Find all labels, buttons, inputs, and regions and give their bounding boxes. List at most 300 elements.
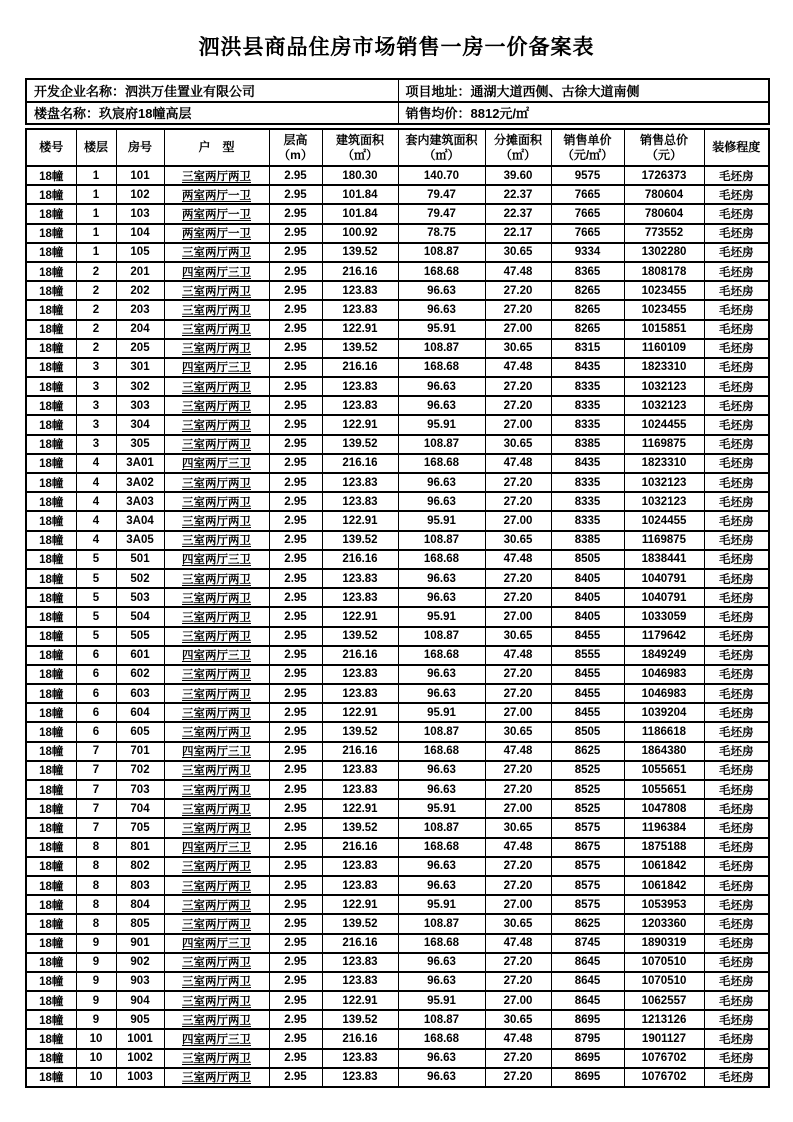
cell-gross-area: 123.83 bbox=[322, 1049, 398, 1068]
cell-total-price: 1849249 bbox=[624, 646, 704, 665]
cell-shared-area: 27.20 bbox=[485, 492, 551, 511]
cell-room-no: 902 bbox=[116, 953, 164, 972]
cell-total-price: 1186618 bbox=[624, 722, 704, 741]
table-row bbox=[26, 607, 769, 626]
column-header-building-no: 楼号 bbox=[26, 129, 76, 166]
cell-inner-area: 96.63 bbox=[398, 876, 485, 895]
cell-unit-type: 四室两厅三卫 bbox=[164, 550, 269, 569]
cell-floor: 1 bbox=[76, 224, 116, 243]
cell-decoration: 毛坯房 bbox=[704, 857, 769, 876]
cell-total-price: 1823310 bbox=[624, 358, 704, 377]
cell-decoration: 毛坯房 bbox=[704, 665, 769, 684]
cell-unit-type: 三室两厅两卫 bbox=[164, 703, 269, 722]
cell-inner-area: 96.63 bbox=[398, 857, 485, 876]
cell-inner-area: 96.63 bbox=[398, 1068, 485, 1087]
cell-inner-area: 168.68 bbox=[398, 550, 485, 569]
cell-shared-area: 27.00 bbox=[485, 991, 551, 1010]
cell-floor: 3 bbox=[76, 396, 116, 415]
table-row bbox=[26, 511, 769, 530]
cell-total-price: 1070510 bbox=[624, 953, 704, 972]
table-row bbox=[26, 1010, 769, 1029]
cell-storey-height: 2.95 bbox=[269, 703, 322, 722]
table-row bbox=[26, 665, 769, 684]
cell-inner-area: 96.63 bbox=[398, 492, 485, 511]
cell-floor: 9 bbox=[76, 1010, 116, 1029]
cell-room-no: 505 bbox=[116, 627, 164, 646]
cell-unit-type: 四室两厅三卫 bbox=[164, 742, 269, 761]
cell-shared-area: 47.48 bbox=[485, 646, 551, 665]
cell-inner-area: 96.63 bbox=[398, 473, 485, 492]
cell-building-no: 18幢 bbox=[26, 799, 76, 818]
cell-storey-height: 2.95 bbox=[269, 435, 322, 454]
cell-room-no: 301 bbox=[116, 358, 164, 377]
cell-gross-area: 216.16 bbox=[322, 934, 398, 953]
cell-storey-height: 2.95 bbox=[269, 799, 322, 818]
cell-storey-height: 2.95 bbox=[269, 224, 322, 243]
cell-gross-area: 123.83 bbox=[322, 396, 398, 415]
cell-total-price: 1055651 bbox=[624, 780, 704, 799]
cell-unit-type: 两室两厅一卫 bbox=[164, 204, 269, 223]
column-header-storey-height: 层高 （m） bbox=[269, 129, 322, 166]
table-row bbox=[26, 895, 769, 914]
cell-decoration: 毛坯房 bbox=[704, 627, 769, 646]
cell-shared-area: 27.00 bbox=[485, 895, 551, 914]
table-row bbox=[26, 761, 769, 780]
cell-decoration: 毛坯房 bbox=[704, 358, 769, 377]
cell-room-no: 104 bbox=[116, 224, 164, 243]
cell-unit-price: 8265 bbox=[551, 300, 624, 319]
cell-floor: 8 bbox=[76, 876, 116, 895]
cell-building-no: 18幢 bbox=[26, 377, 76, 396]
cell-room-no: 803 bbox=[116, 876, 164, 895]
cell-unit-price: 8455 bbox=[551, 684, 624, 703]
cell-unit-price: 7665 bbox=[551, 224, 624, 243]
cell-unit-type: 三室两厅两卫 bbox=[164, 377, 269, 396]
cell-total-price: 1024455 bbox=[624, 415, 704, 434]
cell-gross-area: 216.16 bbox=[322, 1029, 398, 1048]
cell-total-price: 1062557 bbox=[624, 991, 704, 1010]
cell-unit-type: 三室两厅两卫 bbox=[164, 166, 269, 185]
cell-decoration: 毛坯房 bbox=[704, 511, 769, 530]
cell-storey-height: 2.95 bbox=[269, 684, 322, 703]
cell-total-price: 1875188 bbox=[624, 838, 704, 857]
cell-shared-area: 30.65 bbox=[485, 339, 551, 358]
cell-shared-area: 27.20 bbox=[485, 300, 551, 319]
cell-unit-price: 8675 bbox=[551, 838, 624, 857]
cell-storey-height: 2.95 bbox=[269, 838, 322, 857]
table-row bbox=[26, 991, 769, 1010]
cell-building-no: 18幢 bbox=[26, 627, 76, 646]
cell-floor: 9 bbox=[76, 934, 116, 953]
cell-gross-area: 139.52 bbox=[322, 818, 398, 837]
cell-decoration: 毛坯房 bbox=[704, 818, 769, 837]
cell-room-no: 302 bbox=[116, 377, 164, 396]
cell-storey-height: 2.95 bbox=[269, 742, 322, 761]
cell-building-no: 18幢 bbox=[26, 511, 76, 530]
cell-room-no: 101 bbox=[116, 166, 164, 185]
cell-inner-area: 95.91 bbox=[398, 799, 485, 818]
cell-floor: 1 bbox=[76, 185, 116, 204]
cell-total-price: 1040791 bbox=[624, 588, 704, 607]
cell-inner-area: 96.63 bbox=[398, 761, 485, 780]
header-row bbox=[26, 129, 769, 166]
cell-inner-area: 96.63 bbox=[398, 665, 485, 684]
cell-building-no: 18幢 bbox=[26, 818, 76, 837]
cell-unit-type: 三室两厅两卫 bbox=[164, 243, 269, 262]
cell-total-price: 1047808 bbox=[624, 799, 704, 818]
table-body bbox=[26, 166, 769, 1087]
cell-unit-price: 8405 bbox=[551, 607, 624, 626]
cell-decoration: 毛坯房 bbox=[704, 531, 769, 550]
cell-storey-height: 2.95 bbox=[269, 953, 322, 972]
cell-total-price: 1015851 bbox=[624, 320, 704, 339]
cell-shared-area: 30.65 bbox=[485, 627, 551, 646]
cell-decoration: 毛坯房 bbox=[704, 895, 769, 914]
cell-decoration: 毛坯房 bbox=[704, 262, 769, 281]
cell-unit-price: 7665 bbox=[551, 204, 624, 223]
cell-room-no: 205 bbox=[116, 339, 164, 358]
cell-total-price: 1055651 bbox=[624, 761, 704, 780]
cell-shared-area: 27.20 bbox=[485, 761, 551, 780]
cell-inner-area: 96.63 bbox=[398, 780, 485, 799]
cell-inner-area: 168.68 bbox=[398, 262, 485, 281]
cell-building-no: 18幢 bbox=[26, 243, 76, 262]
table-row bbox=[26, 646, 769, 665]
cell-decoration: 毛坯房 bbox=[704, 972, 769, 991]
cell-unit-price: 8625 bbox=[551, 742, 624, 761]
cell-decoration: 毛坯房 bbox=[704, 243, 769, 262]
table-row bbox=[26, 588, 769, 607]
cell-decoration: 毛坯房 bbox=[704, 224, 769, 243]
table-row bbox=[26, 972, 769, 991]
cell-shared-area: 30.65 bbox=[485, 435, 551, 454]
cell-storey-height: 2.95 bbox=[269, 627, 322, 646]
cell-unit-price: 8555 bbox=[551, 646, 624, 665]
cell-building-no: 18幢 bbox=[26, 454, 76, 473]
cell-unit-type: 三室两厅两卫 bbox=[164, 339, 269, 358]
cell-unit-price: 8645 bbox=[551, 991, 624, 1010]
cell-gross-area: 216.16 bbox=[322, 454, 398, 473]
table-row bbox=[26, 320, 769, 339]
cell-total-price: 1808178 bbox=[624, 262, 704, 281]
table-row bbox=[26, 799, 769, 818]
cell-unit-price: 8405 bbox=[551, 569, 624, 588]
table-row bbox=[26, 396, 769, 415]
cell-unit-price: 8315 bbox=[551, 339, 624, 358]
cell-gross-area: 123.83 bbox=[322, 300, 398, 319]
cell-floor: 6 bbox=[76, 646, 116, 665]
table-row bbox=[26, 224, 769, 243]
cell-gross-area: 123.83 bbox=[322, 665, 398, 684]
cell-gross-area: 139.52 bbox=[322, 435, 398, 454]
cell-gross-area: 100.92 bbox=[322, 224, 398, 243]
cell-shared-area: 30.65 bbox=[485, 722, 551, 741]
cell-room-no: 3A01 bbox=[116, 454, 164, 473]
cell-floor: 9 bbox=[76, 972, 116, 991]
cell-room-no: 903 bbox=[116, 972, 164, 991]
table-row bbox=[26, 377, 769, 396]
cell-unit-price: 8745 bbox=[551, 934, 624, 953]
building-name: 楼盘名称：玖宸府18幢高层 bbox=[26, 102, 398, 125]
cell-decoration: 毛坯房 bbox=[704, 492, 769, 511]
cell-total-price: 780604 bbox=[624, 185, 704, 204]
cell-storey-height: 2.95 bbox=[269, 1010, 322, 1029]
cell-inner-area: 168.68 bbox=[398, 646, 485, 665]
cell-unit-type: 四室两厅三卫 bbox=[164, 838, 269, 857]
cell-inner-area: 95.91 bbox=[398, 415, 485, 434]
cell-unit-price: 8385 bbox=[551, 531, 624, 550]
price-listing-table bbox=[25, 128, 770, 1088]
cell-unit-price: 8695 bbox=[551, 1049, 624, 1068]
cell-building-no: 18幢 bbox=[26, 166, 76, 185]
cell-room-no: 605 bbox=[116, 722, 164, 741]
cell-total-price: 1023455 bbox=[624, 281, 704, 300]
cell-building-no: 18幢 bbox=[26, 550, 76, 569]
cell-unit-price: 9575 bbox=[551, 166, 624, 185]
cell-gross-area: 216.16 bbox=[322, 646, 398, 665]
cell-unit-type: 三室两厅两卫 bbox=[164, 953, 269, 972]
cell-inner-area: 168.68 bbox=[398, 838, 485, 857]
cell-unit-price: 8645 bbox=[551, 953, 624, 972]
cell-building-no: 18幢 bbox=[26, 473, 76, 492]
cell-gross-area: 123.83 bbox=[322, 588, 398, 607]
cell-room-no: 3A05 bbox=[116, 531, 164, 550]
cell-floor: 6 bbox=[76, 722, 116, 741]
cell-storey-height: 2.95 bbox=[269, 262, 322, 281]
table-row bbox=[26, 684, 769, 703]
column-header-shared-area: 分摊面积 （㎡） bbox=[485, 129, 551, 166]
cell-unit-price: 8435 bbox=[551, 358, 624, 377]
cell-building-no: 18幢 bbox=[26, 1049, 76, 1068]
cell-floor: 7 bbox=[76, 780, 116, 799]
cell-storey-height: 2.95 bbox=[269, 415, 322, 434]
cell-room-no: 103 bbox=[116, 204, 164, 223]
cell-shared-area: 27.00 bbox=[485, 607, 551, 626]
cell-shared-area: 47.48 bbox=[485, 742, 551, 761]
cell-storey-height: 2.95 bbox=[269, 358, 322, 377]
cell-total-price: 1864380 bbox=[624, 742, 704, 761]
cell-unit-price: 9334 bbox=[551, 243, 624, 262]
cell-inner-area: 168.68 bbox=[398, 454, 485, 473]
cell-storey-height: 2.95 bbox=[269, 320, 322, 339]
cell-building-no: 18幢 bbox=[26, 761, 76, 780]
cell-storey-height: 2.95 bbox=[269, 166, 322, 185]
cell-inner-area: 96.63 bbox=[398, 1049, 485, 1068]
cell-inner-area: 95.91 bbox=[398, 511, 485, 530]
cell-floor: 4 bbox=[76, 511, 116, 530]
cell-gross-area: 101.84 bbox=[322, 204, 398, 223]
cell-floor: 2 bbox=[76, 339, 116, 358]
cell-total-price: 780604 bbox=[624, 204, 704, 223]
cell-floor: 3 bbox=[76, 358, 116, 377]
cell-room-no: 502 bbox=[116, 569, 164, 588]
cell-unit-type: 四室两厅三卫 bbox=[164, 358, 269, 377]
table-row bbox=[26, 1068, 769, 1087]
table-row bbox=[26, 1049, 769, 1068]
cell-inner-area: 108.87 bbox=[398, 243, 485, 262]
cell-unit-type: 四室两厅三卫 bbox=[164, 934, 269, 953]
cell-building-no: 18幢 bbox=[26, 838, 76, 857]
cell-room-no: 704 bbox=[116, 799, 164, 818]
cell-storey-height: 2.95 bbox=[269, 588, 322, 607]
cell-room-no: 503 bbox=[116, 588, 164, 607]
cell-total-price: 1032123 bbox=[624, 492, 704, 511]
cell-building-no: 18幢 bbox=[26, 895, 76, 914]
cell-storey-height: 2.95 bbox=[269, 339, 322, 358]
cell-shared-area: 47.48 bbox=[485, 934, 551, 953]
cell-inner-area: 108.87 bbox=[398, 722, 485, 741]
cell-unit-price: 8365 bbox=[551, 262, 624, 281]
cell-floor: 8 bbox=[76, 895, 116, 914]
cell-total-price: 1046983 bbox=[624, 684, 704, 703]
cell-storey-height: 2.95 bbox=[269, 876, 322, 895]
cell-unit-type: 四室两厅三卫 bbox=[164, 1029, 269, 1048]
cell-total-price: 1032123 bbox=[624, 473, 704, 492]
cell-storey-height: 2.95 bbox=[269, 646, 322, 665]
cell-floor: 3 bbox=[76, 415, 116, 434]
cell-building-no: 18幢 bbox=[26, 722, 76, 741]
cell-shared-area: 22.17 bbox=[485, 224, 551, 243]
cell-room-no: 904 bbox=[116, 991, 164, 1010]
table-row bbox=[26, 185, 769, 204]
cell-decoration: 毛坯房 bbox=[704, 569, 769, 588]
cell-unit-type: 三室两厅两卫 bbox=[164, 1010, 269, 1029]
cell-unit-type: 三室两厅两卫 bbox=[164, 876, 269, 895]
cell-inner-area: 140.70 bbox=[398, 166, 485, 185]
cell-shared-area: 27.20 bbox=[485, 953, 551, 972]
cell-room-no: 303 bbox=[116, 396, 164, 415]
cell-building-no: 18幢 bbox=[26, 1068, 76, 1087]
cell-building-no: 18幢 bbox=[26, 435, 76, 454]
cell-decoration: 毛坯房 bbox=[704, 473, 769, 492]
cell-inner-area: 96.63 bbox=[398, 396, 485, 415]
cell-total-price: 1039204 bbox=[624, 703, 704, 722]
info-row bbox=[26, 102, 769, 125]
cell-total-price: 1046983 bbox=[624, 665, 704, 684]
cell-building-no: 18幢 bbox=[26, 914, 76, 933]
cell-decoration: 毛坯房 bbox=[704, 377, 769, 396]
cell-decoration: 毛坯房 bbox=[704, 339, 769, 358]
cell-unit-price: 8645 bbox=[551, 972, 624, 991]
cell-storey-height: 2.95 bbox=[269, 914, 322, 933]
cell-floor: 3 bbox=[76, 377, 116, 396]
cell-gross-area: 139.52 bbox=[322, 243, 398, 262]
cell-building-no: 18幢 bbox=[26, 569, 76, 588]
info-row bbox=[26, 79, 769, 102]
cell-unit-type: 三室两厅两卫 bbox=[164, 722, 269, 741]
cell-storey-height: 2.95 bbox=[269, 991, 322, 1010]
cell-storey-height: 2.95 bbox=[269, 607, 322, 626]
cell-unit-price: 8455 bbox=[551, 703, 624, 722]
cell-total-price: 1061842 bbox=[624, 857, 704, 876]
table-row bbox=[26, 531, 769, 550]
cell-building-no: 18幢 bbox=[26, 646, 76, 665]
cell-decoration: 毛坯房 bbox=[704, 166, 769, 185]
cell-shared-area: 47.48 bbox=[485, 838, 551, 857]
column-header-room-no: 房号 bbox=[116, 129, 164, 166]
table-row bbox=[26, 473, 769, 492]
cell-gross-area: 123.83 bbox=[322, 473, 398, 492]
cell-building-no: 18幢 bbox=[26, 1010, 76, 1029]
cell-gross-area: 123.83 bbox=[322, 761, 398, 780]
cell-room-no: 3A04 bbox=[116, 511, 164, 530]
cell-decoration: 毛坯房 bbox=[704, 684, 769, 703]
cell-shared-area: 47.48 bbox=[485, 262, 551, 281]
cell-inner-area: 96.63 bbox=[398, 377, 485, 396]
cell-floor: 5 bbox=[76, 550, 116, 569]
cell-room-no: 601 bbox=[116, 646, 164, 665]
cell-floor: 1 bbox=[76, 204, 116, 223]
cell-unit-price: 8335 bbox=[551, 377, 624, 396]
table-row bbox=[26, 569, 769, 588]
cell-storey-height: 2.95 bbox=[269, 761, 322, 780]
table-row bbox=[26, 1029, 769, 1048]
cell-total-price: 1823310 bbox=[624, 454, 704, 473]
cell-floor: 4 bbox=[76, 531, 116, 550]
cell-gross-area: 123.83 bbox=[322, 953, 398, 972]
cell-total-price: 1169875 bbox=[624, 531, 704, 550]
cell-total-price: 1040791 bbox=[624, 569, 704, 588]
table-row bbox=[26, 627, 769, 646]
cell-total-price: 1890319 bbox=[624, 934, 704, 953]
cell-unit-price: 8405 bbox=[551, 588, 624, 607]
cell-floor: 1 bbox=[76, 166, 116, 185]
cell-unit-type: 三室两厅两卫 bbox=[164, 761, 269, 780]
cell-total-price: 1213126 bbox=[624, 1010, 704, 1029]
cell-gross-area: 123.83 bbox=[322, 684, 398, 703]
cell-floor: 5 bbox=[76, 607, 116, 626]
cell-room-no: 1001 bbox=[116, 1029, 164, 1048]
cell-gross-area: 123.83 bbox=[322, 780, 398, 799]
cell-gross-area: 122.91 bbox=[322, 320, 398, 339]
table-row bbox=[26, 204, 769, 223]
cell-gross-area: 180.30 bbox=[322, 166, 398, 185]
cell-total-price: 1053953 bbox=[624, 895, 704, 914]
cell-unit-price: 8525 bbox=[551, 799, 624, 818]
cell-gross-area: 123.83 bbox=[322, 857, 398, 876]
cell-room-no: 204 bbox=[116, 320, 164, 339]
cell-building-no: 18幢 bbox=[26, 339, 76, 358]
cell-unit-type: 四室两厅三卫 bbox=[164, 454, 269, 473]
cell-decoration: 毛坯房 bbox=[704, 876, 769, 895]
cell-inner-area: 168.68 bbox=[398, 1029, 485, 1048]
cell-decoration: 毛坯房 bbox=[704, 454, 769, 473]
cell-floor: 1 bbox=[76, 243, 116, 262]
cell-floor: 10 bbox=[76, 1049, 116, 1068]
cell-inner-area: 96.63 bbox=[398, 684, 485, 703]
cell-room-no: 105 bbox=[116, 243, 164, 262]
cell-unit-type: 三室两厅两卫 bbox=[164, 320, 269, 339]
cell-decoration: 毛坯房 bbox=[704, 607, 769, 626]
cell-inner-area: 78.75 bbox=[398, 224, 485, 243]
cell-floor: 7 bbox=[76, 799, 116, 818]
cell-unit-price: 8505 bbox=[551, 722, 624, 741]
cell-shared-area: 22.37 bbox=[485, 204, 551, 223]
cell-floor: 10 bbox=[76, 1029, 116, 1048]
table-row bbox=[26, 243, 769, 262]
cell-shared-area: 27.00 bbox=[485, 511, 551, 530]
cell-unit-type: 三室两厅两卫 bbox=[164, 1068, 269, 1087]
table-row bbox=[26, 281, 769, 300]
cell-gross-area: 122.91 bbox=[322, 991, 398, 1010]
cell-unit-type: 三室两厅两卫 bbox=[164, 607, 269, 626]
cell-storey-height: 2.95 bbox=[269, 934, 322, 953]
cell-shared-area: 27.20 bbox=[485, 377, 551, 396]
cell-unit-price: 8265 bbox=[551, 281, 624, 300]
cell-gross-area: 123.83 bbox=[322, 492, 398, 511]
cell-unit-type: 三室两厅两卫 bbox=[164, 780, 269, 799]
cell-shared-area: 27.20 bbox=[485, 857, 551, 876]
